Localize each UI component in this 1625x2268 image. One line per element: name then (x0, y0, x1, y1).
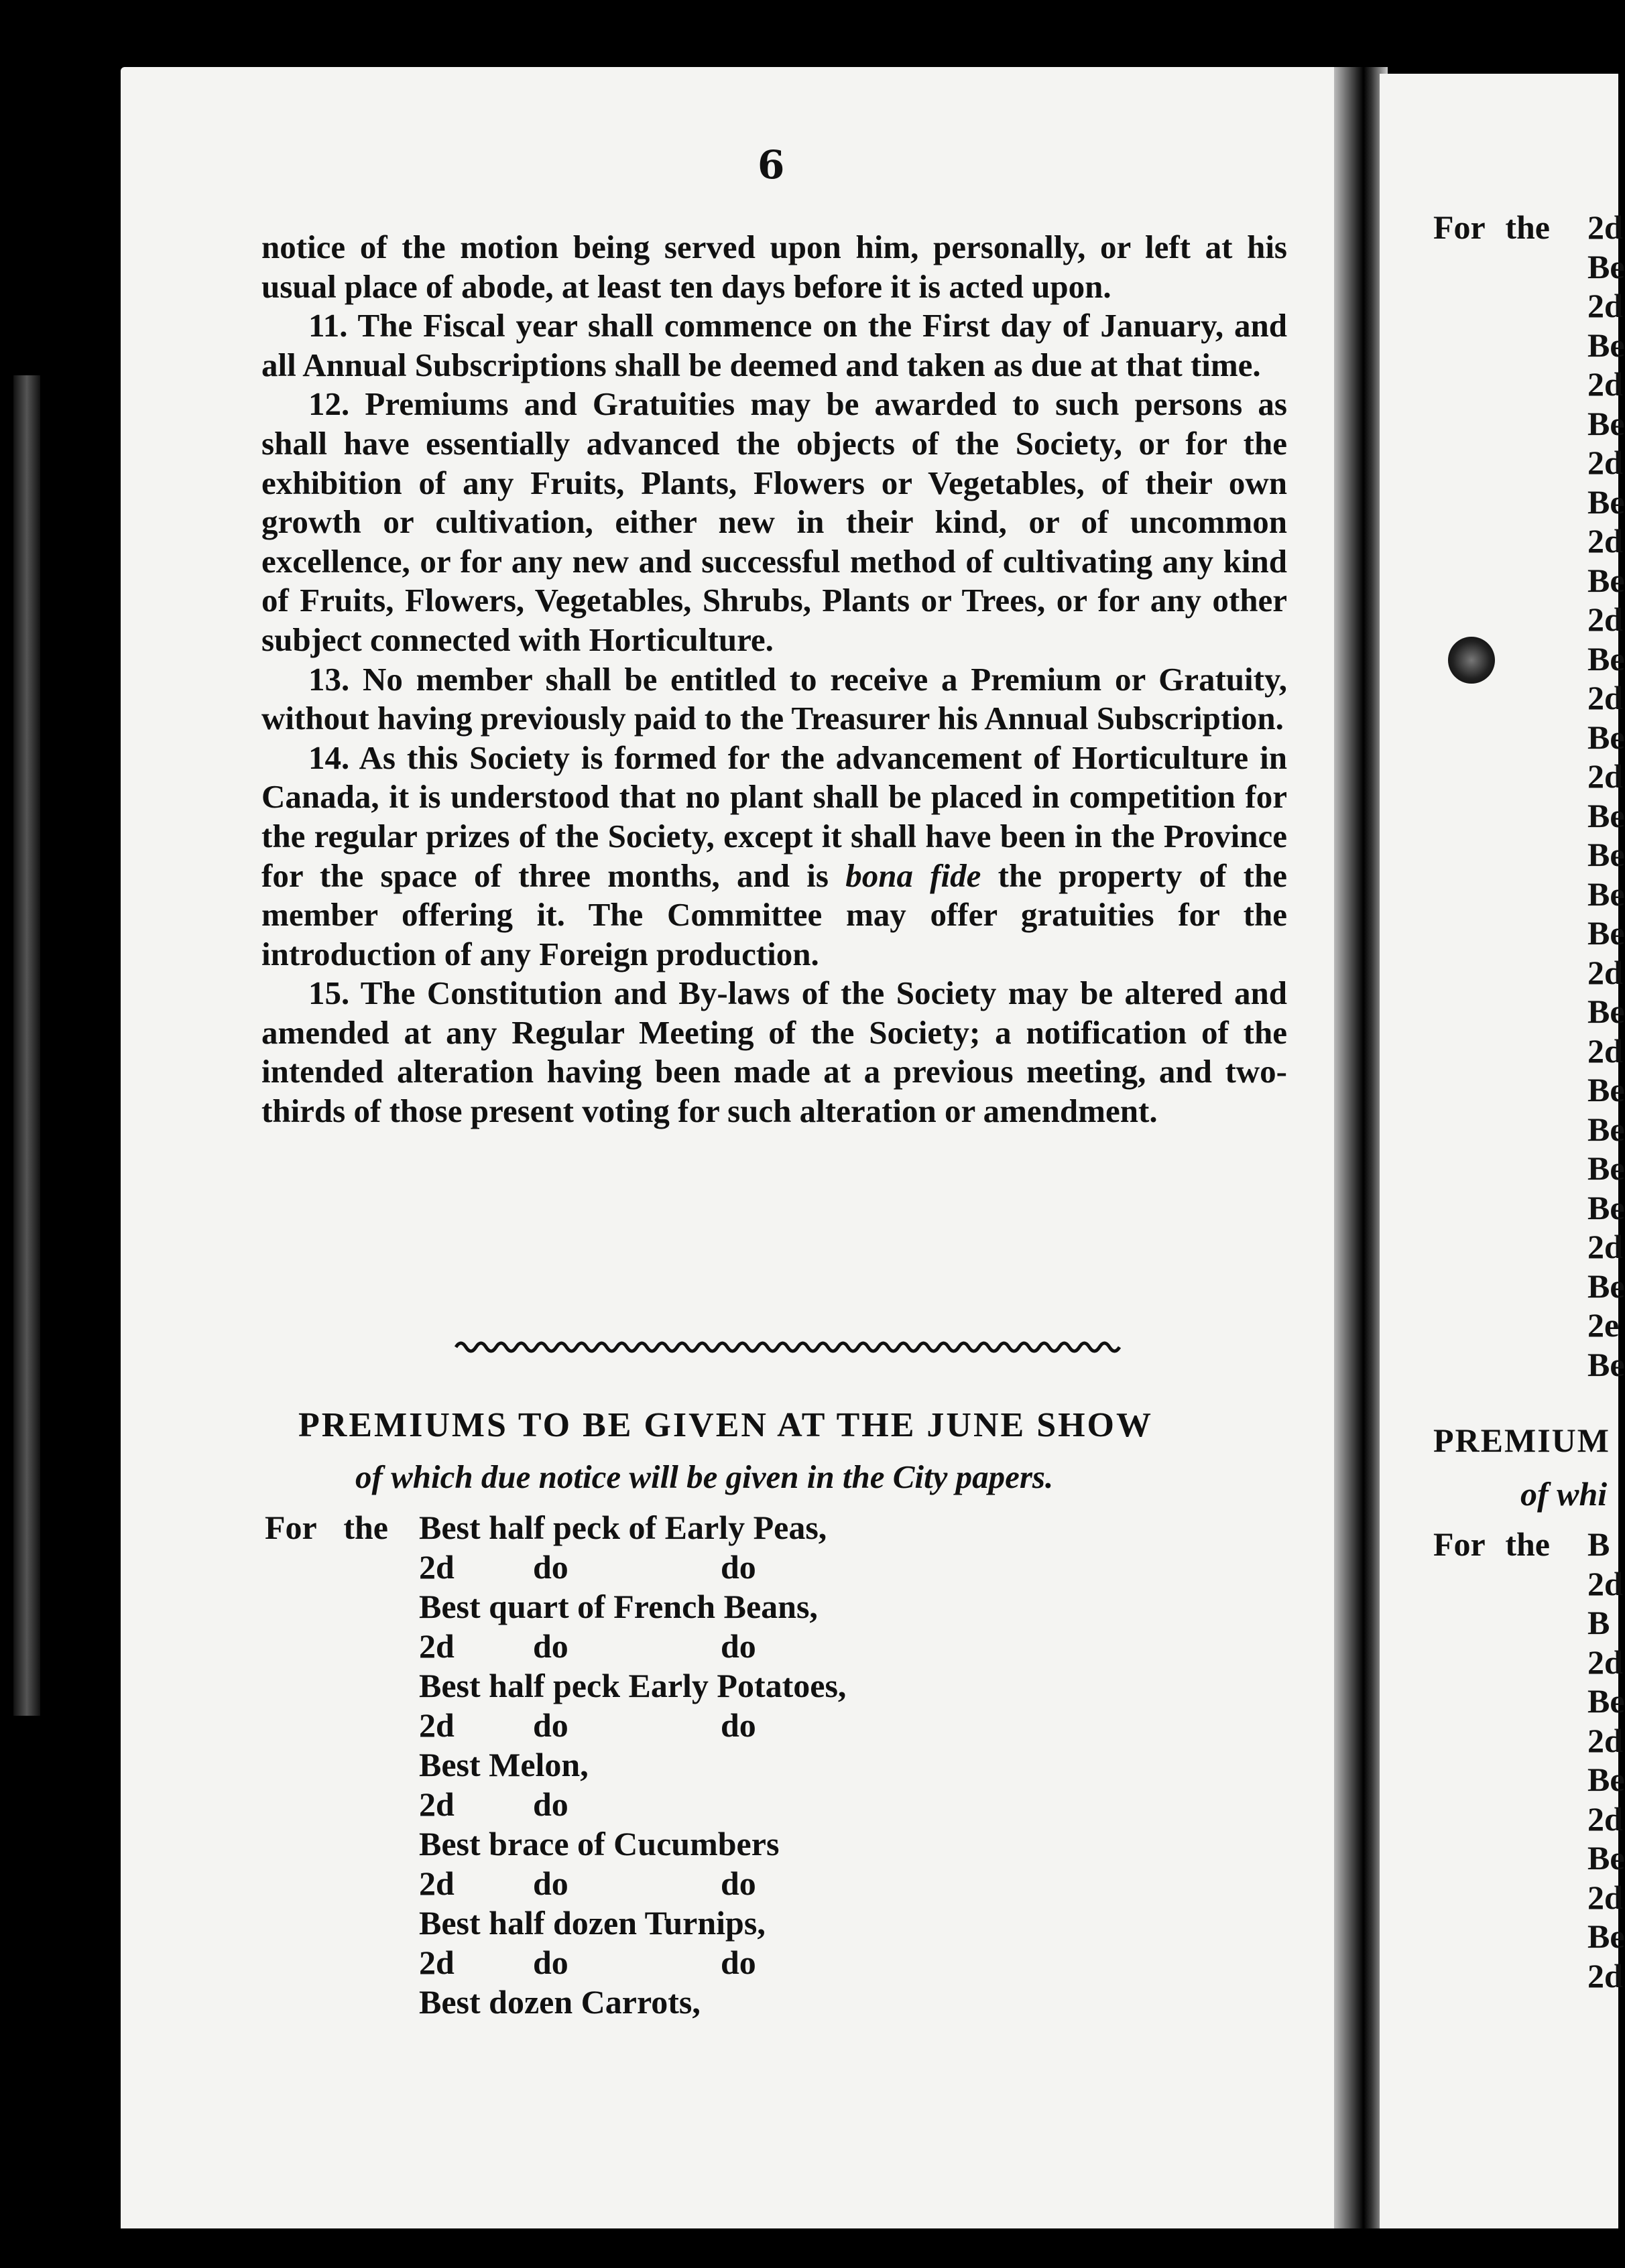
premium-item: Best dozen Carrots, (419, 1983, 701, 2021)
premium-ditto: do (721, 1548, 756, 1586)
right-column-2 (1587, 1525, 1625, 1995)
premium-ditto: do (533, 1785, 568, 1823)
premium-row (419, 1943, 846, 1982)
right-column-entry: 2d (1587, 1228, 1623, 1265)
right-column-entry: 2d (1587, 365, 1623, 403)
premium-ditto: do (721, 1706, 756, 1744)
right-column-entry: 2d (1587, 1031, 1623, 1070)
premium-row (419, 1982, 846, 2022)
right-page-content (1380, 74, 1625, 2228)
premium-rank: 2d (419, 1785, 455, 1823)
premium-ditto: do (533, 1627, 568, 1665)
premium-rank: 2d (419, 1865, 455, 1902)
right-column-entry: Be (1587, 404, 1625, 442)
right-column-entry: 2d (1587, 757, 1623, 795)
right-column-entry: Be (1587, 1917, 1625, 1955)
right-for-the-1: For the (1433, 208, 1550, 246)
right-subheading-fragment: of whi (1520, 1475, 1608, 1513)
right-column-entry: 2d (1587, 444, 1623, 481)
premium-item: Best half dozen Turnips, (419, 1904, 766, 1942)
right-column-entry: Be (1587, 561, 1625, 599)
right-column-entry: Be (1587, 836, 1625, 873)
right-column-entry: Be (1587, 1149, 1625, 1187)
premium-row (419, 1706, 846, 1745)
paragraph-14 (261, 739, 1287, 974)
right-column-entry: B (1587, 1604, 1610, 1641)
premium-row (419, 1508, 846, 1548)
right-column-entry: 2d (1587, 1878, 1623, 1916)
book-edge (13, 375, 40, 1716)
premium-row (419, 1785, 846, 1824)
right-column-entry: Be (1587, 914, 1625, 952)
premiums-heading: PREMIUMS TO BE GIVEN AT THE JUNE SHOW (298, 1406, 1154, 1444)
premium-ditto: do (533, 1706, 568, 1744)
premium-row (419, 1548, 846, 1587)
right-column-entry: Be (1587, 875, 1625, 913)
premium-ditto: do (721, 1865, 756, 1902)
paragraph-13: 13. No member shall be entitled to receive a Premium or Gratuity, without having previously paid to the Treasurer his Annual Subscription. (261, 660, 1287, 737)
premium-ditto: do (721, 1627, 756, 1665)
right-column-entry: Be (1587, 1110, 1625, 1148)
premium-row (419, 1587, 846, 1627)
premium-item: Best quart of French Beans, (419, 1588, 818, 1625)
right-column-entry: Be (1587, 718, 1625, 756)
right-column-entry: 2d (1587, 287, 1623, 324)
right-column-entry: 2d (1587, 1800, 1623, 1838)
for-the-label: For the (265, 1509, 388, 1546)
premium-row (419, 1627, 846, 1666)
right-column-entry: Be (1587, 1345, 1625, 1383)
right-column-entry: 2d (1587, 953, 1623, 991)
right-column-entry: Be (1587, 1188, 1625, 1226)
premium-rank: 2d (419, 1706, 455, 1744)
right-column-entry: Be (1587, 993, 1625, 1030)
premium-row (419, 1864, 846, 1903)
right-heading-fragment: PREMIUM (1433, 1422, 1610, 1459)
premium-row (419, 1666, 846, 1706)
premium-ditto: do (533, 1944, 568, 1981)
paragraph-15: 15. The Constitution and By-laws of the Society may be altered and amended at any Regular Meeting of the Society; a notification of the intended alteration having been made at a previous meeting, and two-thirds of those present voting for such alteration or amendment. (261, 974, 1287, 1130)
premium-row (419, 1745, 846, 1785)
premium-item: Best brace of Cucumbers (419, 1825, 780, 1863)
right-column-entry: 2d (1587, 679, 1623, 716)
right-column-entry: 2d (1587, 1956, 1623, 1995)
paragraph-continuation: notice of the motion being served upon him, personally, or left at his usual place of abode, at least ten days before it is acted upon. (261, 229, 1287, 305)
page-number: 6 (758, 142, 785, 188)
premium-item: Best half peck of Early Peas, (419, 1509, 827, 1546)
right-column-entry: Be (1587, 1267, 1625, 1305)
premium-item: Best Melon, (419, 1746, 589, 1783)
premium-rank: 2d (419, 1548, 455, 1586)
right-column-entry: B (1587, 1525, 1610, 1563)
premium-row (419, 1903, 846, 1943)
right-column-entry: 2d (1587, 1643, 1623, 1681)
right-column-entry: 2d (1587, 522, 1623, 560)
premium-list (419, 1508, 846, 2022)
right-column-entry: 2d (1587, 1564, 1623, 1602)
premium-row (419, 1824, 846, 1864)
premium-ditto: do (533, 1865, 568, 1902)
right-column-entry: Be (1587, 796, 1625, 834)
premiums-subheading: of which due notice will be given in the City papers. (355, 1458, 1054, 1495)
right-column-entry: 2d (1587, 601, 1623, 638)
right-column-entry: Be (1587, 1761, 1625, 1798)
right-column-entry: Be (1587, 483, 1625, 521)
right-column-entry: 2d (1587, 1721, 1623, 1759)
right-column-entry: Be (1587, 1071, 1625, 1109)
premium-ditto: do (721, 1944, 756, 1981)
premium-rank: 2d (419, 1944, 455, 1981)
paragraph-14-part-1: 14. As this Society is formed for the advancement of Horticulture in Canada, it is understood that no plant shall be placed in competition for the regular prizes of the Society, except it shall have been in the Province for the space of three months, and is (261, 739, 1287, 894)
premium-ditto: do (533, 1548, 568, 1586)
right-for-the-2: For the (1433, 1525, 1550, 1563)
paragraph-12: 12. Premiums and Gratuities may be awarded to such persons as shall have essentially advanced the objects of the Society, or for the exhibition of any Fruits, Plants, Flowers or Vegetables, of their own growth or cultivation, either new in their kind, or of uncommon excellence, or for any new and successful method of cultivating any kind of Fruits, Flowers, Vegetables, Shrubs, Plants or Trees, or for any other subject connected with Horticulture. (261, 385, 1287, 658)
right-column-entry: Be (1587, 639, 1625, 678)
right-column-entry: 2e (1587, 1306, 1620, 1344)
paragraph-14-part-2: the property of the member offering it. The Committee may offer gratuities for the introduction of any Foreign production. (261, 857, 1287, 972)
wavy-divider (456, 1334, 1120, 1361)
right-column-entry: 2d (1587, 208, 1623, 246)
paragraph-14-italic: bona fide (845, 857, 981, 894)
right-column-entry: Be (1587, 326, 1625, 364)
right-column-1 (1587, 208, 1625, 1384)
premium-item: Best half peck Early Potatoes, (419, 1667, 847, 1704)
right-column-entry: Be (1587, 247, 1625, 286)
premium-rank: 2d (419, 1627, 455, 1665)
paragraph-11: 11. The Fiscal year shall commence on the First day of January, and all Annual Subscriptions shall be deemed and taken as due at that time. (261, 307, 1287, 383)
right-column-entry: Be (1587, 1839, 1625, 1877)
bylaws-text (261, 228, 1287, 1131)
right-column-entry: Be (1587, 1682, 1625, 1720)
